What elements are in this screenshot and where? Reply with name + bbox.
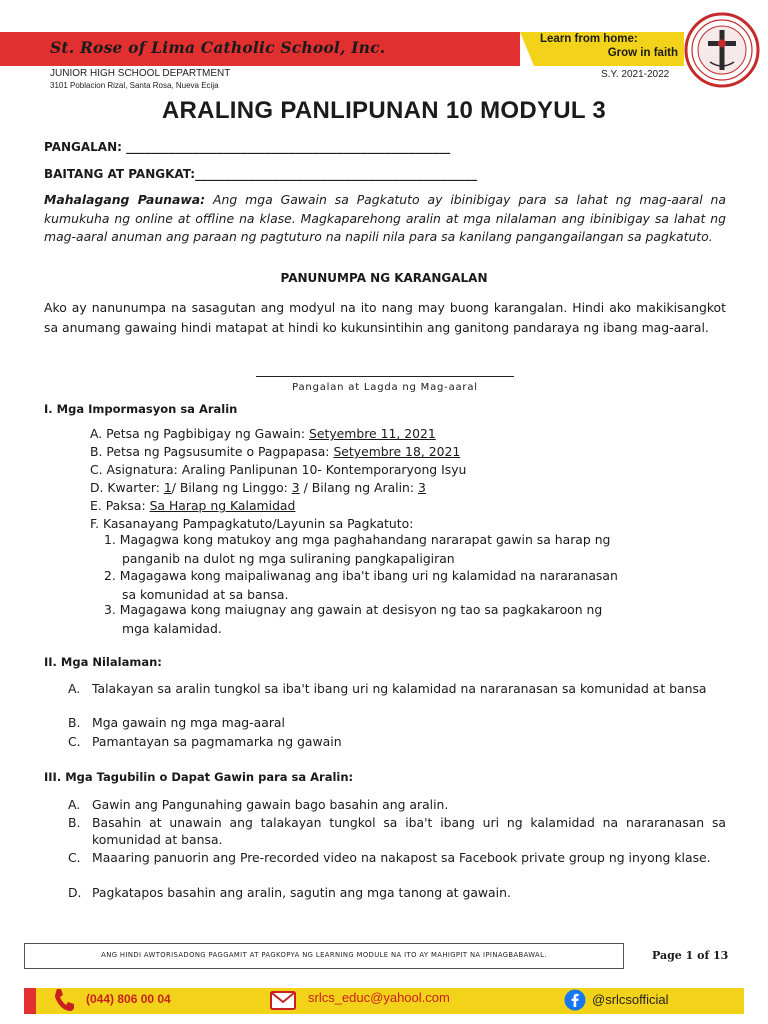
oath-title: PANUNUMPA NG KARANGALAN [280,271,488,285]
school-name: St. Rose of Lima Catholic School, Inc. [50,38,386,57]
objective-1-line2: panganib na dulot ng mga suliraning pangkapaligiran [122,551,455,566]
instruction-item-a-text: Gawin ang Pangunahing gawain bago basahin ang aralin. [92,797,449,812]
facebook-handle[interactable]: @srlcsofficial [592,992,669,1007]
objective-2-line1: 2. Magagawa kong maipaliwanag ang iba't ibang uri ng kalamidad na nararanasan [104,568,618,583]
instruction-item-c-marker: C. [68,850,81,865]
page-number: Page 1 of 13 [652,949,729,962]
instruction-item-a-marker: A. [68,797,81,812]
info-quarter [90,480,426,495]
copyright-warning: ANG HINDI AWTORISADONG PAGGAMIT AT PAGKOPYA NG LEARNING MODULE NA ITO AY MAHIGPIT NA IPINAGBABAWAL. [101,951,547,959]
tagline-line2: Grow in faith [607,47,678,59]
page-title: ARALING PANLIPUNAN 10 MODYUL 3 [161,97,607,124]
date-due-label: B. Petsa ng Pagsusumite o Pagpapasa: [90,444,334,459]
oath-text: Ako ay nanunumpa na sasagutan ang modyul na ito nang may buong karangalan. Hindi ako makikisangkot sa anumang gawaing hindi matapat at hindi ko kukunsintihin ang ganitong pandaraya ng ibang mag-aaral. [44,300,726,335]
instruction-item-a [68,797,726,814]
name-field[interactable]: PANGALAN: ______________________________________________________ [44,140,451,154]
instruction-item-b-marker: B. [68,815,81,830]
signature-line[interactable] [256,376,514,377]
email-address[interactable]: srlcs_educ@yahool.com [308,990,450,1005]
objective-3-line1: 3. Magagawa kong maiugnay ang gawain at desisyon ng tao sa pagkakaroon ng [104,602,603,617]
instruction-item-b-text: Basahin at unawain ang talakayan tungkol sa iba't ibang uri ng kalamidad na nararanasan sa komunidad at bansa. [92,815,726,847]
content-item-b-text: Mga gawain ng mga mag-aaral [92,715,285,730]
info-date-given [90,426,436,441]
section3-heading: III. Mga Tagubilin o Dapat Gawin para sa Aralin: [44,770,354,784]
department: JUNIOR HIGH SCHOOL DEPARTMENT [50,68,231,79]
content-item-c-marker: C. [68,734,81,749]
facebook-icon [564,989,586,1011]
content-item-b [68,715,726,732]
instruction-item-c-text: Maaaring panuorin ang Pre-recorded video na nakapost sa Facebook private group ng inyong klase. [92,850,711,865]
instruction-item-d [68,885,726,902]
tagline-line1: Learn from home: [540,33,638,45]
section1-heading: I. Mga Impormasyon sa Aralin [44,402,238,416]
content-item-a [68,681,726,698]
tagline [540,32,680,60]
signature-caption: Pangalan at Lagda ng Mag-aaral [292,382,478,393]
info-topic [90,498,295,513]
lesson-label: / Bilang ng Aralin: [299,480,419,495]
topic-value: Sa Harap ng Kalamidad [149,498,296,513]
objective-2-line2: sa komunidad at sa bansa. [122,587,289,602]
week-value: 3 [291,480,300,495]
content-item-c-text: Pamantayan sa pagmamarka ng gawain [92,734,342,749]
info-date-due [90,444,460,459]
objective-3 [104,600,602,638]
instruction-item-b [68,815,726,848]
week-label: / Bilang ng Linggo: [171,480,292,495]
grade-section-field[interactable]: BAITANG AT PANGKAT:_______________________________________________ [44,167,478,181]
objective-3-line2: mga kalamidad. [122,621,222,636]
notice-label: Mahalagang Paunawa: [44,192,206,207]
quarter-value: 1 [163,480,172,495]
content-item-a-marker: A. [68,681,81,696]
lesson-value: 3 [418,480,426,495]
date-given-label: A. Petsa ng Pagbibigay ng Gawain: [90,426,309,441]
objective-1 [104,530,610,568]
content-item-c [68,734,726,751]
content-item-b-marker: B. [68,715,81,730]
school-year: S.Y. 2021-2022 [601,69,670,80]
quarter-label: D. Kwarter: [90,480,164,495]
school-address: 3101 Poblacion Rizal, Santa Rosa, Nueva Ecija [50,81,219,90]
header-yellow-corner [520,32,534,66]
instruction-item-d-text: Pagkatapos basahin ang aralin, sagutin ang mga tanong at gawain. [92,885,511,900]
topic-label: E. Paksa: [90,498,150,513]
instruction-item-d-marker: D. [68,885,82,900]
objective-1-line1: 1. Magagwa kong matukoy ang mga paghahandang nararapat gawin sa harap ng [104,532,611,547]
instruction-item-c [68,850,726,867]
content-item-a-text: Talakayan sa aralin tungkol sa iba't ibang uri ng kalamidad na nararanasan sa komunidad at bansa [92,681,707,696]
phone-number[interactable]: (044) 806 00 04 [86,992,171,1006]
info-objectives-heading: F. Kasanayang Pampagkatuto/Layunin sa Pagkatuto: [90,516,414,531]
school-seal-logo [684,12,760,88]
phone-icon [52,987,74,1011]
date-given-value: Setyembre 11, 2021 [309,426,436,441]
important-notice [44,191,726,247]
section2-heading: II. Mga Nilalaman: [44,655,162,669]
notice-text: Ang mga Gawain sa Pagkatuto ay ibinibigay para sa lahat ng mag-aaral na kumukuha ng online at offline na klase. Magkaparehong aralin at mga nilalaman ang ibinibigay sa lahat ng mag-aaral anuman ang paraan ng pagtuturo na napili nila para sa kanilang pangangailangan sa pagkatuto. [44,192,726,244]
objective-2 [104,566,618,604]
footer-red-accent [24,988,36,1014]
date-due-value: Setyembre 18, 2021 [333,444,461,459]
mail-icon [270,991,296,1010]
info-subject: C. Asignatura: Araling Panlipunan 10- Kontemporaryong Isyu [90,462,467,477]
